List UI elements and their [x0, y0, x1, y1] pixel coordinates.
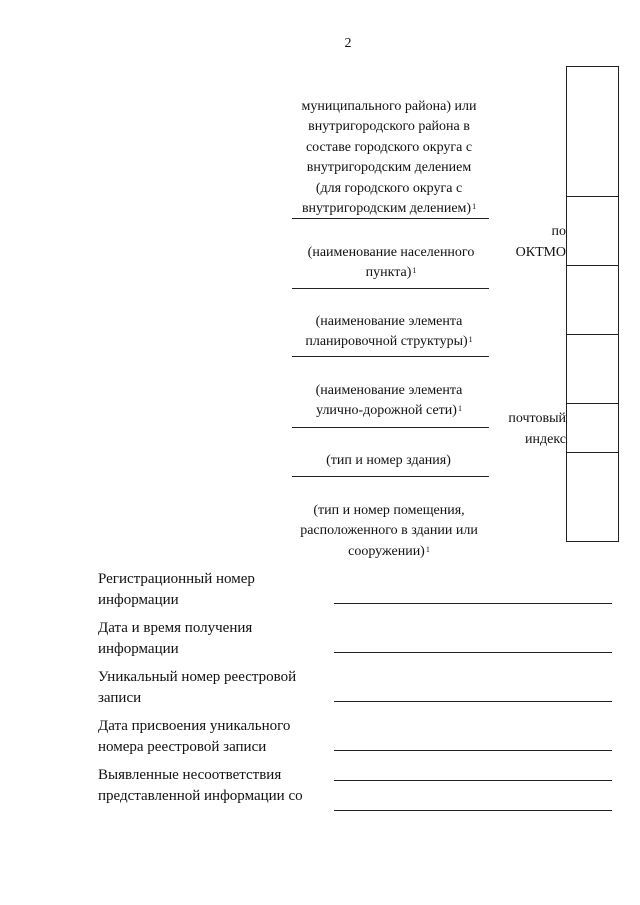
- caption-text: (наименование элемента улично-дорожной сети): [315, 382, 463, 418]
- field-label-discrepancies: Выявленные несоответствия представленной информации со: [98, 767, 303, 804]
- caption-text: (наименование населенного пункта): [307, 244, 475, 280]
- postal-code-label: почтовый индекс: [508, 411, 566, 447]
- field-label-receipt-datetime: Дата и время получения информации: [98, 620, 253, 657]
- address-district-caption: [282, 76, 496, 220]
- receipt-datetime-input-line[interactable]: [334, 652, 612, 653]
- footnote-marker: 1: [425, 544, 430, 554]
- building-caption: [282, 430, 496, 471]
- settlement-caption: [284, 222, 498, 284]
- planning-structure-input-line[interactable]: [292, 288, 489, 289]
- assignment-date-input-line[interactable]: [334, 750, 612, 751]
- settlement-input-line[interactable]: [292, 218, 489, 219]
- caption-text: (тип и номер здания): [326, 452, 451, 468]
- postal-code-cell[interactable]: [567, 404, 618, 451]
- caption-text: муниципального района) или внутригородского района в составе городского округа с внутригородским делением (для городского округа с внутригородским делением): [301, 98, 477, 216]
- planning-structure-caption: [282, 291, 496, 353]
- field-label-registry-record-number: Уникальный номер реестровой записи: [98, 669, 297, 706]
- oktmo-label: по ОКТМО: [515, 224, 566, 260]
- footnote-marker: 1: [457, 404, 462, 413]
- discrepancies-input-line-2[interactable]: [334, 810, 612, 811]
- premises-input-line[interactable]: [292, 476, 489, 477]
- street-network-caption: [282, 360, 496, 422]
- codes-divider: [566, 452, 619, 453]
- caption-text: (наименование элемента планировочной структуры): [305, 313, 468, 349]
- footnote-marker: 1: [468, 335, 473, 344]
- caption-text: (тип и номер помещения, расположенного в здании или сооружении): [300, 502, 478, 559]
- registration-number-input-line[interactable]: [334, 603, 612, 604]
- building-input-line[interactable]: [292, 427, 489, 428]
- field-label-assignment-date: Дата присвоения уникального номера реестровой записи: [98, 718, 291, 755]
- codes-divider: [566, 334, 619, 335]
- registry-record-number-input-line[interactable]: [334, 701, 612, 702]
- codes-divider: [566, 265, 619, 266]
- footnote-marker: 1: [472, 202, 477, 211]
- field-label-registration-number: Регистрационный номер информации: [98, 571, 255, 608]
- codes-box-column: [566, 66, 619, 542]
- footnote-marker: 1: [412, 266, 417, 275]
- premises-caption: [282, 480, 496, 562]
- discrepancies-input-line[interactable]: [334, 780, 612, 781]
- page-number: 2: [344, 36, 352, 51]
- street-network-input-line[interactable]: [292, 356, 489, 357]
- oktmo-code-cell[interactable]: [567, 197, 618, 264]
